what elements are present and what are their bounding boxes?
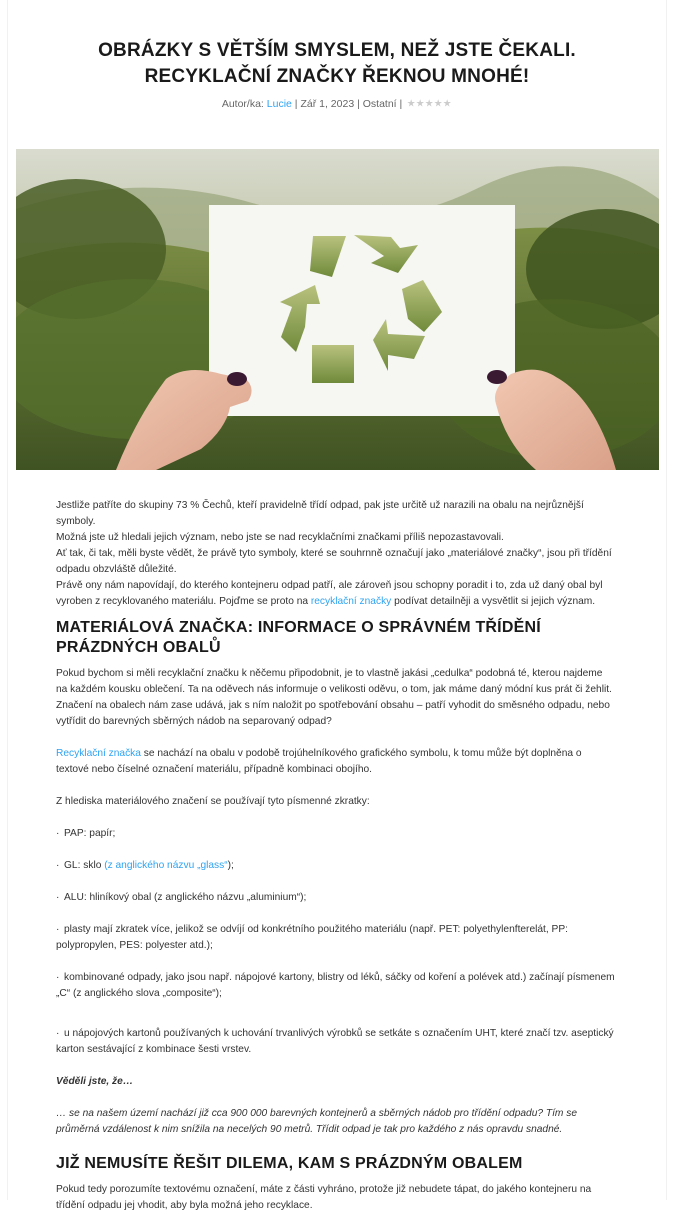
star-icon[interactable] [407,99,415,107]
body-paragraph [56,746,616,778]
bullet-icon: · [56,1028,60,1039]
intro-paragraph: Možná jste už hledali jejich význam, nebo jste se nad recyklačními značkami příliš nepozastavovali. [56,532,504,543]
list-item [56,858,616,874]
list-item-text: GL: sklo [64,860,105,871]
list-item-text: plasty mají zkratek více, jelikož se odvíjí od konkrétního použitého materiálu (např. PET: polyethylenfterelát, PP: polypropylen, PES: polyester atd.); [56,924,568,951]
star-icon[interactable] [425,99,433,107]
bullet-icon: · [56,892,60,903]
intro-text: Právě ony nám napovídají, do kterého kontejneru odpad patří, ale zároveň jsou schopny poradit i to, zda už daný obal byl vyroben z recyklovaného materiálu. Pojďme se proto na [56,580,603,607]
list-item [56,826,616,842]
glass-link[interactable]: (z anglického názvu „glass“ [104,860,228,871]
bullet-icon: · [56,828,60,839]
bullet-icon: · [56,860,60,871]
body-text: se nachází na obalu v podobě trojúhelníkového grafického symbolu, k tomu může být doplněna o textové nebo číselné označení materiálu, případně kombinaci obojího. [56,748,582,775]
body-paragraph: Z hlediska materiálového značení se používají tyto písmenné zkratky: [56,796,370,807]
section-heading: MATERIÁLOVÁ ZNAČKA: INFORMACE O SPRÁVNÉM TŘÍDĚNÍ PRÁZDNÝCH OBALŮ [56,619,541,656]
hero-image [16,149,659,470]
author-label: Autor/ka: [221,98,264,110]
list-item [56,890,616,906]
intro-paragraph: Ať tak, či tak, měli byste vědět, že právě tyto symboly, které se souhrnně označují jako „materiálové značky“, jsou při třídění odpadu obzvláště důležité. [56,548,612,575]
did-you-know-heading: Věděli jste, že… [56,1076,134,1087]
star-icon[interactable] [434,99,442,107]
body-paragraph: Pokud bychom si měli recyklační značku k něčemu připodobnit, je to vlastně jakási „cedulka“ podobná té, kterou najdeme na každém kousku oblečení. Ta na oděvech nás informuje o velikosti oděvu, o tom, jak máme daný módní kus prát či žehlit. [56,668,612,695]
post-meta [8,98,666,114]
list-item-text: PAP: papír; [64,828,116,839]
article-title: OBRÁZKY S VĚTŠÍM SMYSLEM, NEŽ JSTE ČEKALI. RECYKLAČNÍ ZNAČKY ŘEKNOU MNOHÉ! [98,40,576,87]
article-content [56,498,616,1214]
category-link[interactable]: Ostatní [362,98,397,110]
star-icon[interactable] [443,99,451,107]
list-item-text: ); [227,860,234,871]
article-page [7,0,667,1211]
list-item [56,922,616,954]
intro-text: podívat detailněji a vysvětlit si jejich význam. [391,596,596,607]
bullet-icon: · [56,972,60,983]
recycling-signs-link[interactable]: recyklační značky [310,596,392,607]
rating-stars[interactable] [407,98,452,110]
meta-separator: | [294,98,298,110]
list-item [56,970,616,1002]
section-heading: JIŽ NEMUSÍTE ŘEŠIT DILEMA, KAM S PRÁZDNÝM OBALEM [56,1155,523,1172]
list-item [56,1026,616,1058]
meta-separator: | [357,98,360,110]
star-icon[interactable] [416,99,424,107]
recycling-sign-link[interactable]: Recyklační značka [56,748,141,759]
intro-paragraph: Jestliže patříte do skupiny 73 % Čechů, kteří pravidelně třídí odpad, pak jste určitě už narazili na obalu na nejrůznější symboly. [56,500,584,527]
body-paragraph: Značení na obalech nám zase udává, jak s ním naložit po spotřebování obsahu – patří vyhodit do směsného odpadu, nebo vytřídit do barevných sběrných nádob na separovaný odpad? [56,700,610,727]
author-link[interactable]: Lucie [266,98,292,110]
fact-paragraph: … se na našem území nachází již cca 900 000 barevných kontejnerů a sběrných nádob pro třídění odpadu? Tím se průměrná vzdálenost k nim snížila na necelých 90 metrů. Třídit odpad je tak pro každého z nás opravdu snadné. [56,1108,578,1135]
post-date: Zář 1, 2023 [300,98,355,110]
bullet-icon: · [56,924,60,935]
list-item-text: ALU: hliníkový obal (z anglického názvu „aluminium“); [64,892,307,903]
intro-paragraph [56,578,616,610]
list-item-text: u nápojových kartonů používaných k uchování trvanlivých výrobků se setkáte s označením UHT, které značí tzv. aseptický karton sestávající z kombinace šesti vrstev. [56,1028,614,1055]
meta-separator: | [399,98,403,110]
list-item-text: kombinované odpady, jako jsou např. nápojové kartony, blistry od léků, sáčky od koření a polévek atd.) začínají písmenem „C“ (z anglického slova „composite“); [56,972,615,999]
body-paragraph: Pokud tedy porozumíte textovému označení, máte z části vyhráno, protože již nebudete tápat, do jakého kontejneru na třídění odpadu jej vhodit, aby byla možná jeho recyklace. [56,1184,592,1211]
